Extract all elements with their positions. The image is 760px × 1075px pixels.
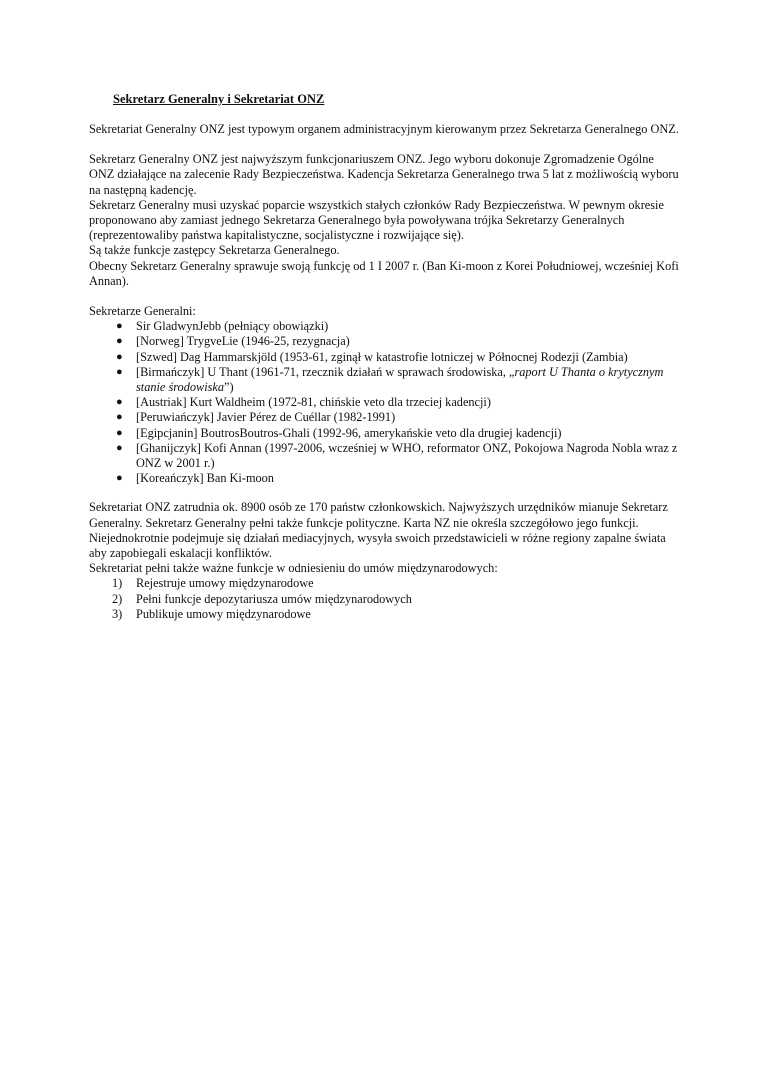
list-item: ● [Ghanijczyk] Kofi Annan (1997-2006, wcześniej w WHO, reformator ONZ, Pokojowa Nagroda Nobla wraz z ONZ w 2001 r.) (116, 440, 678, 471)
list-item: 1) Rejestruje umowy międzynarodowe (112, 576, 314, 591)
list-item: ● [Koreańczyk] Ban Ki-moon (116, 471, 274, 486)
secretaries-list (89, 319, 679, 486)
bullet-icon: ● (116, 396, 123, 409)
bullet-icon: ● (116, 335, 123, 348)
report-title: raport U Thanta o krytycznym stanie środowiska (136, 364, 664, 395)
list-item: ● Sir GladwynJebb (pełniący obowiązki) (116, 319, 329, 334)
paragraph-security-council-support: Sekretarz Generalny musi uzyskać poparcie wszystkich stałych członków Rady Bezpieczeństwa. W pewnym okresie proponowano aby zamiast jednego Sekretarza Generalnego była powoływana trójka Sekretarzy Generalnych (reprezentowaliby państwa kapitalistyczne, socjalistyczne i rozwijające się). (89, 197, 664, 243)
list-item: ● [Norweg] TrygveLie (1946-25, rezygnacja) (116, 334, 350, 349)
bullet-icon: ● (116, 350, 123, 363)
paragraph-secretariat-intro: Sekretariat Generalny ONZ jest typowym organem administracyjnym kierowanym przez Sekretarza Generalnego ONZ. (89, 122, 679, 136)
list-item: ● [Egipcjanin] BoutrosBoutros-Ghali (1992-96, amerykańskie veto dla drugiej kadencji) (116, 425, 562, 440)
list-item: ● [Austriak] Kurt Waldheim (1972-81, chińskie veto dla trzeciej kadencji) (116, 395, 491, 410)
paragraph-treaty-functions: Sekretariat pełni także ważne funkcje w odniesieniu do umów międzynarodowych: (89, 561, 498, 576)
paragraph-deputy: Są także funkcje zastępcy Sekretarza Generalnego. (89, 243, 340, 258)
bullet-icon: ● (116, 365, 123, 378)
list-item: ● [Birmańczyk] U Thant (1961-71, rzecznik działań w sprawach środowiska, „raport U Thanta o krytycznym stanie środowiska”) (116, 364, 664, 395)
list-item: ● [Peruwiańczyk] Javier Pérez de Cuéllar (1982-1991) (116, 410, 396, 425)
bullet-icon: ● (116, 411, 123, 424)
functions-list (89, 576, 679, 622)
bullet-icon: ● (116, 426, 123, 439)
bullet-icon: ● (116, 441, 123, 454)
list-heading: Sekretarze Generalni: (89, 304, 196, 319)
bullet-icon: ● (116, 320, 123, 333)
list-item: 2) Pełni funkcje depozytariusza umów międzynarodowych (112, 591, 412, 606)
list-item: ● [Szwed] Dag Hammarskjöld (1953-61, zginął w katastrofie lotniczej w Północnej Rodezji (Zambia) (116, 349, 628, 364)
paragraph-current-secretary: Obecny Sekretarz Generalny sprawuje swoją funkcję od 1 I 2007 r. (Ban Ki-moon z Korei Południowej, wcześniej Kofi Annan). (89, 258, 679, 288)
list-item: 3) Publikuje umowy międzynarodowe (112, 606, 311, 621)
document-title: Sekretarz Generalny i Sekretariat ONZ (113, 92, 325, 106)
paragraph-secretary-election: Sekretarz Generalny ONZ jest najwyższym funkcjonariuszem ONZ. Jego wyboru dokonuje Zgromadzenie Ogólne ONZ działające na zalecenie Rady Bezpieczeństwa. Kadencja Sekretarza Generalnego trwa 5 lat z możliwością wyboru na następną kadencję. (89, 152, 679, 197)
document-page (89, 92, 679, 622)
paragraph-secretariat-staff: Sekretariat ONZ zatrudnia ok. 8900 osób ze 170 państw członkowskich. Najwyższych urzędników mianuje Sekretarz Generalny. Sekretarz Generalny pełni także funkcje polityczne. Karta NZ nie określa szczegółowo jego funkcji. Niejednokrotnie podejmuje się działań mediacyjnych, wysyła swoich przedstawicieli w różne regiony zapalne świata aby zapobiegali eskalacji konfliktów. (89, 500, 668, 561)
bullet-icon: ● (116, 472, 123, 485)
